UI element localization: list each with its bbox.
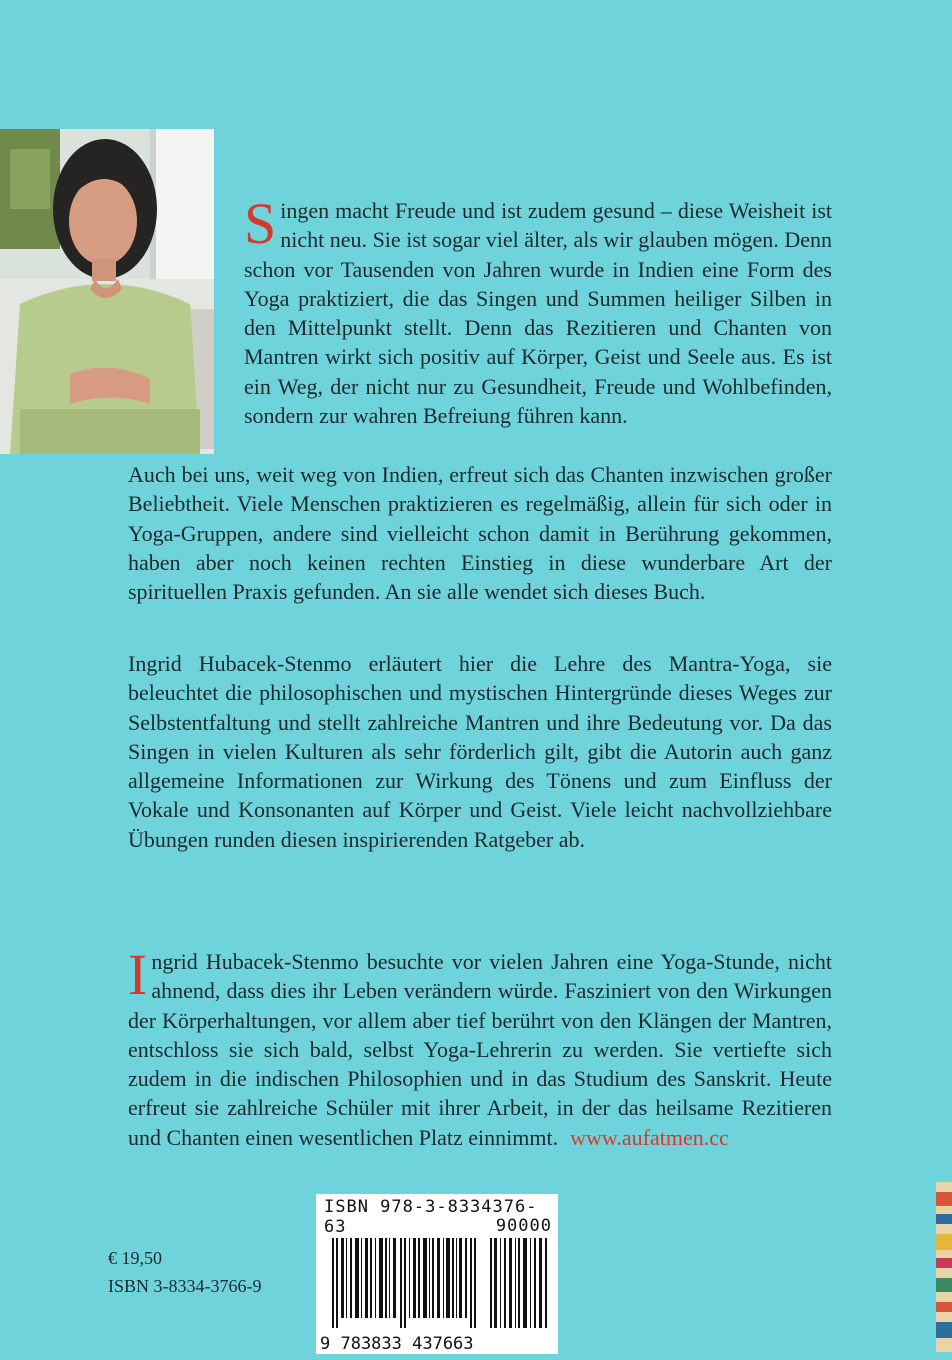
author-photo: [0, 129, 214, 454]
blurb-paragraph-1: [244, 191, 832, 430]
barcode-bars: [332, 1238, 482, 1328]
barcode-isbn-label: ISBN 978-3-8334376-63: [324, 1197, 538, 1237]
barcode-number: 9 783833 437663: [320, 1334, 474, 1354]
decorative-pattern: [936, 1182, 952, 1352]
blurb-paragraph-2: Auch bei uns, weit weg von Indien, erfreut sich das Chanten inzwischen großer Beliebtheit. Viele Menschen praktizieren es regelmäßig, allein für sich oder in Yoga-Gruppen, andere sind vielleicht schon damit in Berührung gekommen, haben aber noch keinen rechten Einstieg in diese wunderbare Art der spirituellen Praxis gefunden. An sie alle wendet sich dieses Buch.: [128, 462, 832, 605]
barcode-addon-bars: [490, 1238, 550, 1328]
isbn-text: ISBN 3-8334-3766-9: [108, 1276, 262, 1296]
website-link[interactable]: www.aufatmen.cc: [570, 1124, 729, 1150]
price: € 19,50: [108, 1248, 162, 1268]
author-bio: [128, 942, 832, 1152]
dropcap-s: S: [244, 191, 277, 256]
dropcap-i: I: [128, 942, 148, 1007]
blurb-paragraph-3: Ingrid Hubacek-Stenmo erläutert hier die Lehre des Mantra-Yoga, sie beleuchtet die philosophischen und mystischen Hintergründe dieses Weges zur Selbstentfaltung und stellt zahlreiche Mantren und ihre Bedeutung vor. Da das Singen in vielen Kulturen als sehr förderlich gilt, gibt die Autorin auch ganz allgemeine Informationen zur Wirkung des Tönens und zum Einfluss der Vokale und Konsonanten auf Körper und Geist. Viele leicht nachvollziehbare Übungen runden diesen inspirierenden Ratgeber ab.: [128, 651, 832, 852]
blurb-paragraph-1-text: ingen macht Freude und ist zudem gesund – diese Weisheit ist nicht neu. Sie ist sogar viel älter, als wir glauben mögen. Denn schon vor Tausenden von Jahren wurde in Indien eine Form des Yoga praktiziert, die das Singen und Summen heiliger Silben in den Mittelpunkt stellt. Denn das Rezitieren und Chanten von Mantren wirkt sich positiv auf Körper, Geist und Seele aus. Es ist ein Weg, der nicht nur zu Gesundheit, Freude und Wohlbefinden, sondern zur wahren Befreiung führen kann.: [244, 198, 832, 429]
barcode-addon-number: 90000: [495, 1216, 552, 1236]
author-bio-text: ngrid Hubacek-Stenmo besuchte vor vielen Jahren eine Yoga-Stunde, nicht ahnend, dass dies ihr Leben verändern würde. Fasziniert von den Wirkungen der Körperhaltungen, vor allem aber tief berührt von den Klängen der Mantren, entschloss sie sich bald, selbst Yoga-Lehrerin zu werden. Sie vertiefte sich zudem in die indischen Philosophien und in das Studium des Sanskrit. Heute erfreut sie zahlreiche Schüler mit ihrer Arbeit, in der das heilsame Rezitieren und Chanten einen wesentlichen Platz einnimmt.: [128, 949, 832, 1150]
barcode: [316, 1194, 558, 1354]
